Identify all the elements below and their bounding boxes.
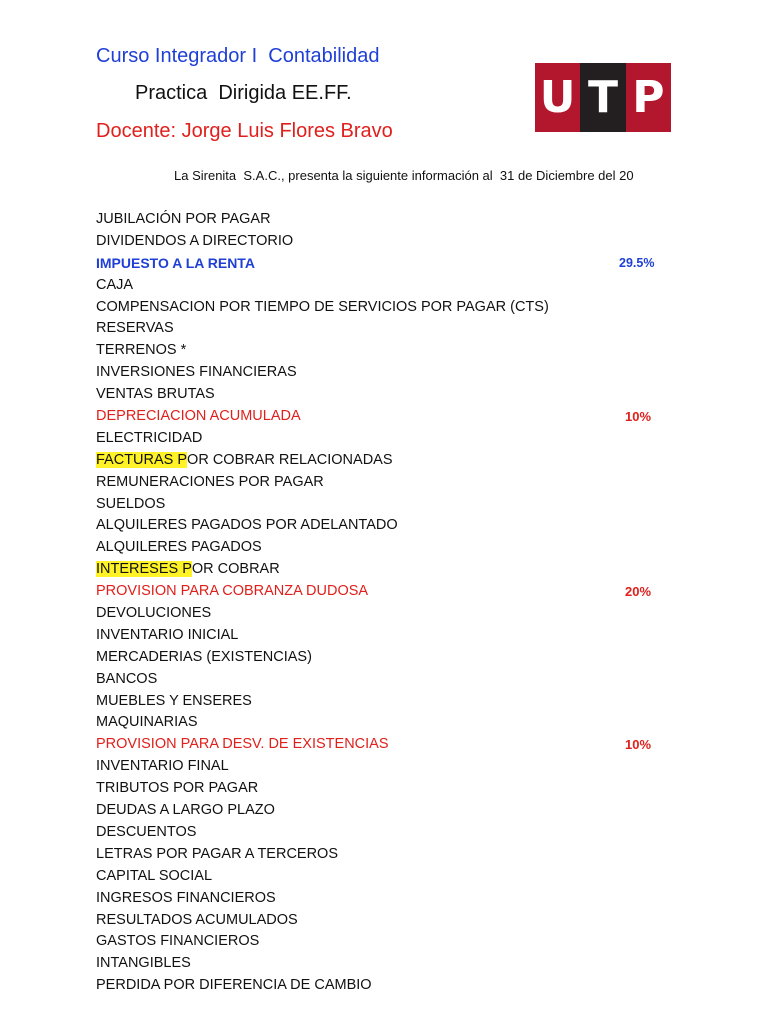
course-title: Curso Integrador I Contabilidad (96, 45, 380, 67)
intro-text: La Sirenita S.A.C., presenta la siguiente información al 31 de Diciembre del 20 (174, 168, 634, 183)
account-row (96, 800, 696, 822)
logo-letter-p: P (626, 63, 671, 132)
account-name: MUEBLES Y ENSERES (96, 692, 252, 709)
account-name: MERCADERIAS (EXISTENCIAS) (96, 648, 312, 665)
account-list (96, 209, 696, 997)
account-row (96, 910, 696, 932)
account-name: DIVIDENDOS A DIRECTORIO (96, 232, 294, 249)
account-name: TRIBUTOS POR PAGAR (96, 780, 259, 797)
account-row (96, 209, 696, 231)
account-name: INTERESES POR COBRAR (96, 561, 280, 578)
account-row (96, 494, 696, 516)
account-rate: 29.5% (619, 255, 655, 270)
account-name: VENTAS BRUTAS (96, 386, 215, 403)
account-row (96, 778, 696, 800)
teacher-name: Docente: Jorge Luis Flores Bravo (96, 120, 393, 142)
account-name: ALQUILERES PAGADOS (96, 539, 262, 556)
account-row (96, 866, 696, 888)
logo-letter-t: T (580, 63, 625, 132)
account-name: CAPITAL SOCIAL (96, 867, 213, 884)
account-row (96, 625, 696, 647)
logo-letter-u: U (535, 63, 580, 132)
account-row (96, 537, 696, 559)
account-row (96, 931, 696, 953)
account-name: PROVISION PARA COBRANZA DUDOSA (96, 583, 369, 600)
account-name: LETRAS POR PAGAR A TERCEROS (96, 845, 339, 862)
account-name: IMPUESTO A LA RENTA (96, 254, 255, 271)
account-name: TERRENOS * (96, 342, 187, 359)
account-row (96, 822, 696, 844)
account-name: JUBILACIÓN POR PAGAR (96, 211, 271, 227)
account-name: RESERVAS (96, 320, 174, 337)
highlight-mark: INTERESES P (96, 561, 192, 578)
account-name: MAQUINARIAS (96, 714, 198, 731)
utp-logo (535, 63, 671, 132)
account-row (96, 450, 696, 472)
account-row (96, 953, 696, 975)
account-row (96, 384, 696, 406)
account-name: PROVISION PARA DESV. DE EXISTENCIAS (96, 736, 389, 753)
account-name: DEVOLUCIONES (96, 605, 212, 622)
account-row (96, 603, 696, 625)
account-name: COMPENSACION POR TIEMPO DE SERVICIOS POR PAGAR (CTS) (96, 298, 549, 315)
account-name: DEPRECIACION ACUMULADA (96, 408, 301, 425)
account-name: DEUDAS A LARGO PLAZO (96, 802, 275, 819)
account-row (96, 559, 696, 581)
practice-title: Practica Dirigida EE.FF. (135, 82, 352, 104)
account-row (96, 756, 696, 778)
account-name: INVERSIONES FINANCIERAS (96, 364, 297, 381)
account-name: SUELDOS (96, 495, 166, 512)
account-row (96, 691, 696, 713)
account-name: INTANGIBLES (96, 955, 191, 972)
highlight-mark: FACTURAS P (96, 451, 188, 468)
account-row (96, 734, 696, 756)
account-name: GASTOS FINANCIEROS (96, 933, 260, 950)
account-name: PERDIDA POR DIFERENCIA DE CAMBIO (96, 977, 372, 994)
account-name: CAJA (96, 276, 134, 293)
account-rate: 10% (625, 409, 652, 425)
account-row (96, 275, 696, 297)
account-name: BANCOS (96, 670, 158, 687)
account-row (96, 515, 696, 537)
account-row (96, 231, 696, 253)
account-row (96, 362, 696, 384)
account-name: INVENTARIO INICIAL (96, 626, 239, 643)
account-row (96, 472, 696, 494)
account-name: INVENTARIO FINAL (96, 758, 229, 775)
account-name: ALQUILERES PAGADOS POR ADELANTADO (96, 517, 398, 534)
account-row (96, 975, 696, 997)
account-row (96, 844, 696, 866)
account-row (96, 340, 696, 362)
account-name: FACTURAS POR COBRAR RELACIONADAS (96, 451, 393, 468)
account-row (96, 888, 696, 910)
account-name: ELECTRICIDAD (96, 429, 203, 446)
account-name: DESCUENTOS (96, 823, 197, 840)
account-row (96, 647, 696, 669)
account-rate: 20% (625, 584, 652, 600)
account-name: RESULTADOS ACUMULADOS (96, 911, 298, 928)
account-row (96, 669, 696, 691)
account-name: INGRESOS FINANCIEROS (96, 889, 276, 906)
account-row (96, 297, 696, 319)
account-rate: 10% (625, 737, 652, 753)
account-row (96, 406, 696, 428)
account-row (96, 712, 696, 734)
account-name: REMUNERACIONES POR PAGAR (96, 473, 324, 490)
account-row (96, 253, 696, 275)
account-row (96, 318, 696, 340)
account-row (96, 428, 696, 450)
account-row (96, 581, 696, 603)
